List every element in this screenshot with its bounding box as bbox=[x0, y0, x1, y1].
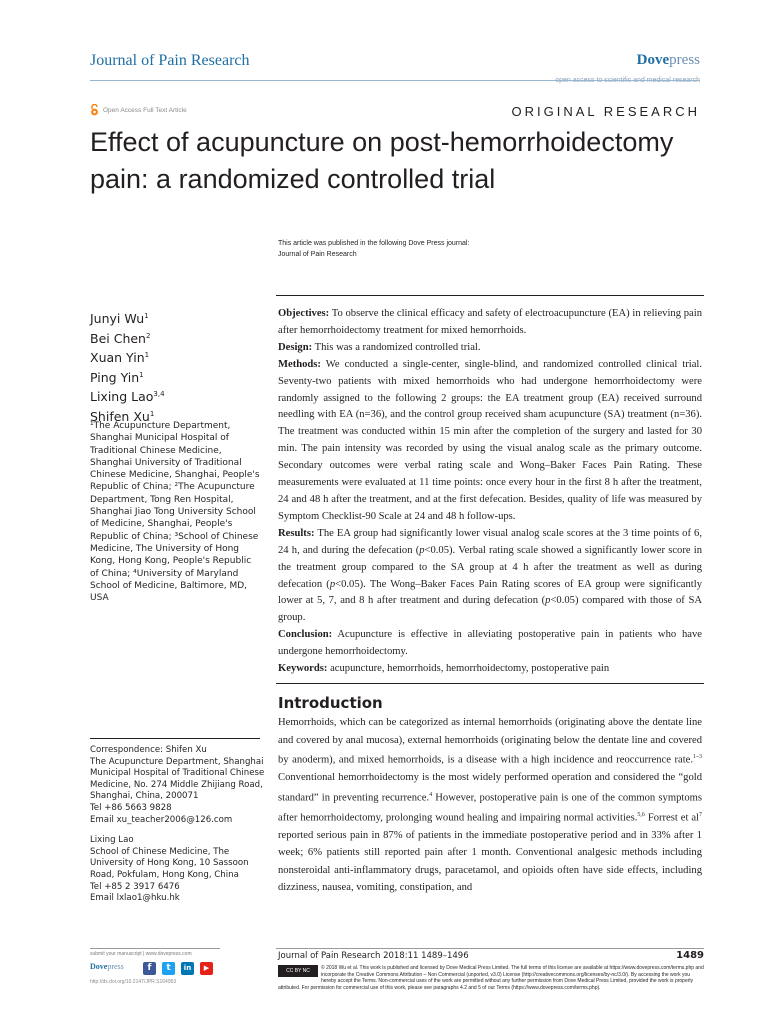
affiliations: ¹The Acupuncture Department, Shanghai Municipal Hospital of Traditional Chinese Medicine, Shanghai University of Traditional Chinese Medicine, Shanghai, People's Republic of China; ²The Acupuncture Department, Tong Ren Hospital, Shanghai Jiao Tong University School of Medicine, Shanghai, People's Republic of China; ³School of Chinese Medicine, The University of Hong Kong, Hong Kong, People's Republic of China; ⁴University of Maryland School of Medicine, Baltimore, MD, USA bbox=[90, 421, 260, 604]
correspondence-address: The Acupuncture Department, Shanghai Municipal Hospital of Traditional Chinese Medicine, No. 274 Middle Zhijiang Road, Shanghai, China, 200071 bbox=[90, 756, 265, 802]
journal-name: Journal of Pain Research bbox=[90, 52, 250, 69]
page-number: 1489 bbox=[676, 950, 704, 961]
correspondence-email[interactable]: Email lxlao1@hku.hk bbox=[90, 893, 180, 904]
footer-publisher-logo: Dovepress bbox=[90, 962, 124, 971]
publisher-tagline: open access to scientific and medical research bbox=[555, 77, 700, 84]
author-list bbox=[90, 308, 165, 425]
article-title: Effect of acupuncture on post-hemorrhoidectomy pain: a randomized controlled trial bbox=[90, 127, 674, 194]
correspondence-tel: Tel +86 5663 9828 bbox=[90, 802, 172, 813]
footer-rule-right bbox=[276, 948, 704, 949]
correspondence-tel: Tel +85 2 3917 6476 bbox=[90, 881, 180, 892]
facebook-icon[interactable]: f bbox=[143, 962, 156, 975]
abstract-design: Design: This was a randomized controlled trial. bbox=[278, 341, 481, 353]
abstract-conclusion: Conclusion: Acupuncture is effective in alleviating postoperative pain in patients who have undergone hemorrhoidectomy. bbox=[278, 629, 702, 658]
author: Bei Chen$^2$ bbox=[90, 330, 151, 346]
open-access-badge bbox=[90, 104, 187, 116]
doi-link[interactable]: http://dx.doi.org/10.2147/JPR.S164953 bbox=[90, 979, 177, 985]
correspondence-rule bbox=[90, 738, 260, 739]
open-access-label: Open Access Full Text Article bbox=[103, 106, 187, 114]
header-rule bbox=[90, 80, 700, 81]
abstract-keywords: Keywords: acupuncture, hemorrhoids, hemorrhoidectomy, postoperative pain bbox=[278, 663, 610, 675]
creative-commons-icon[interactable]: CC BY NC bbox=[278, 965, 318, 977]
license-text: © 2018 Wu et al. This work is published and licensed by Dove Medical Press Limited. The full terms of this license are available at https://www.dovepress.com/terms.php and incorporate the Creative Commons Attribution – Non Commercial (unported, v3.0) License (http://creativecommons.org/licenses/by-nc/3.0/). By accessing the work you hereby accept the Terms. Non-commercial uses of the work are permitted without any further permission from Dove Medical Press Limited, provided the work is properly attributed. For permission for commercial use of this work, please see paragraphs 4.2 and 5 of our Terms (https://www.dovepress.com/terms.php). bbox=[278, 965, 704, 991]
abstract-methods: Methods: We conducted a single-center, single-blind, and randomized controlled clinical trial. Seventy-two patients with mixed hemorrhoids who had undergone hemorrhoidectomy were randomly assigned to the following 2 groups: the EA treatment group (EA) received surround needling with EA (n=36), and the control group received sham acupuncture (SA) treatment (n=36). The treatment was conducted within 15 min after the completion of the surgery and lasted for 30 min. The pain intensity was recorded by using the visual analog scale as the primary outcome. Secondary outcomes were verbal rating scale and Wong–Baker Faces Pain Rating. These measurements were evaluated at 11 time points: once every hour in the first 8 h after the treatment, 24 and 48 h after the treatment, and at the first defecation. Besides, quality of life was measured by Symptom Checklist-90 Scale at 24 and 48 h follow-ups. bbox=[278, 358, 702, 522]
license-statement bbox=[278, 965, 704, 991]
author: Junyi Wu$^1$ bbox=[90, 311, 149, 327]
author: Shifen Xu$^1$ bbox=[90, 408, 155, 424]
publisher-logo-press: press bbox=[669, 52, 700, 68]
section-heading-introduction: Introduction bbox=[278, 694, 383, 712]
abstract-top-rule bbox=[276, 295, 704, 296]
submit-manuscript-link[interactable]: submit your manuscript | www.dovepress.com bbox=[90, 951, 192, 957]
footer-rule-left bbox=[90, 948, 220, 949]
abstract-objectives: Objectives: To observe the clinical efficacy and safety of electroacupuncture (EA) in relieving pain after hemorrhoidectomy treatment for mixed hemorrhoids. bbox=[278, 308, 702, 336]
author: Xuan Yin$^1$ bbox=[90, 350, 150, 366]
twitter-icon[interactable]: t bbox=[162, 962, 175, 975]
linkedin-icon[interactable]: in bbox=[181, 962, 194, 975]
open-access-lock-icon bbox=[90, 104, 99, 116]
youtube-icon[interactable]: ▶ bbox=[200, 962, 213, 975]
publication-note-line: This article was published in the following Dove Press journal: bbox=[278, 240, 470, 247]
article-type-label: ORIGINAL RESEARCH bbox=[511, 104, 700, 119]
author: Ping Yin$^1$ bbox=[90, 369, 144, 385]
correspondence bbox=[90, 745, 265, 905]
author: Lixing Lao$^{3,4}$ bbox=[90, 389, 165, 405]
correspondence-email[interactable]: Email xu_teacher2006@126.com bbox=[90, 814, 233, 825]
introduction-text: Hemorrhoids, which can be categorized as internal hemorrhoids (originating above the dentate line and covered by anal mucosa), external hemorrhoids (originating below the dentate line and covered by anoderm), and mixed hemorrhoids, is a disease with a high incidence and reoccurrence rate.$^{1-3}$ Conventional hemorrhoidectomy is the most widely performed operation and considered the “gold standard” in preventing recurrence.$^4$ However, postoperative pain is one of the common symptoms after hemorrhoidectomy, prolonging wound healing and impairing normal activities.$^{5,6}$ Forrest et $al^7$ reported serious pain in 87% of patients in the immediate postoperative period and in 33% after 1 week; 6% patients still reported pain after 1 month. Conventional analgesic methods including nonsteroidal anti-inflammatory drugs, paracetamol, and opioids often have side effects, including dizziness, nausea, vomiting, constipation, and bbox=[278, 717, 702, 894]
publication-note bbox=[278, 238, 469, 260]
correspondence-address: School of Chinese Medicine, The University of Hong Kong, 10 Sassoon Road, Pokfulam, Hong Kong, China bbox=[90, 846, 249, 880]
journal-citation: Journal of Pain Research 2018:11 1489–1496 bbox=[278, 951, 469, 961]
abstract bbox=[278, 306, 702, 678]
publisher-logo bbox=[637, 52, 700, 69]
abstract-bottom-rule bbox=[276, 683, 704, 684]
social-links bbox=[143, 962, 213, 975]
publisher-logo-dove: Dove bbox=[636, 52, 670, 68]
correspondence-author: Correspondence: Shifen Xu bbox=[90, 745, 207, 755]
publication-note-journal: Journal of Pain Research bbox=[278, 251, 357, 258]
abstract-results: Results: The EA group had significantly lower visual analog scale scores at the 3 time points of 6, 24 h, and during the defecation (p<0.05). Verbal rating scale showed a significantly lower score in the treatment group compared to the SA group at 4 h after the treatment as well as during defecation (p<0.05). The Wong–Baker Faces Pain Rating scores of EA group were significantly lower at 5, 7, and 8 h after treatment and during defecation (p<0.05) compared with those of SA group. bbox=[278, 527, 702, 624]
correspondence-author: Lixing Lao bbox=[90, 835, 134, 846]
